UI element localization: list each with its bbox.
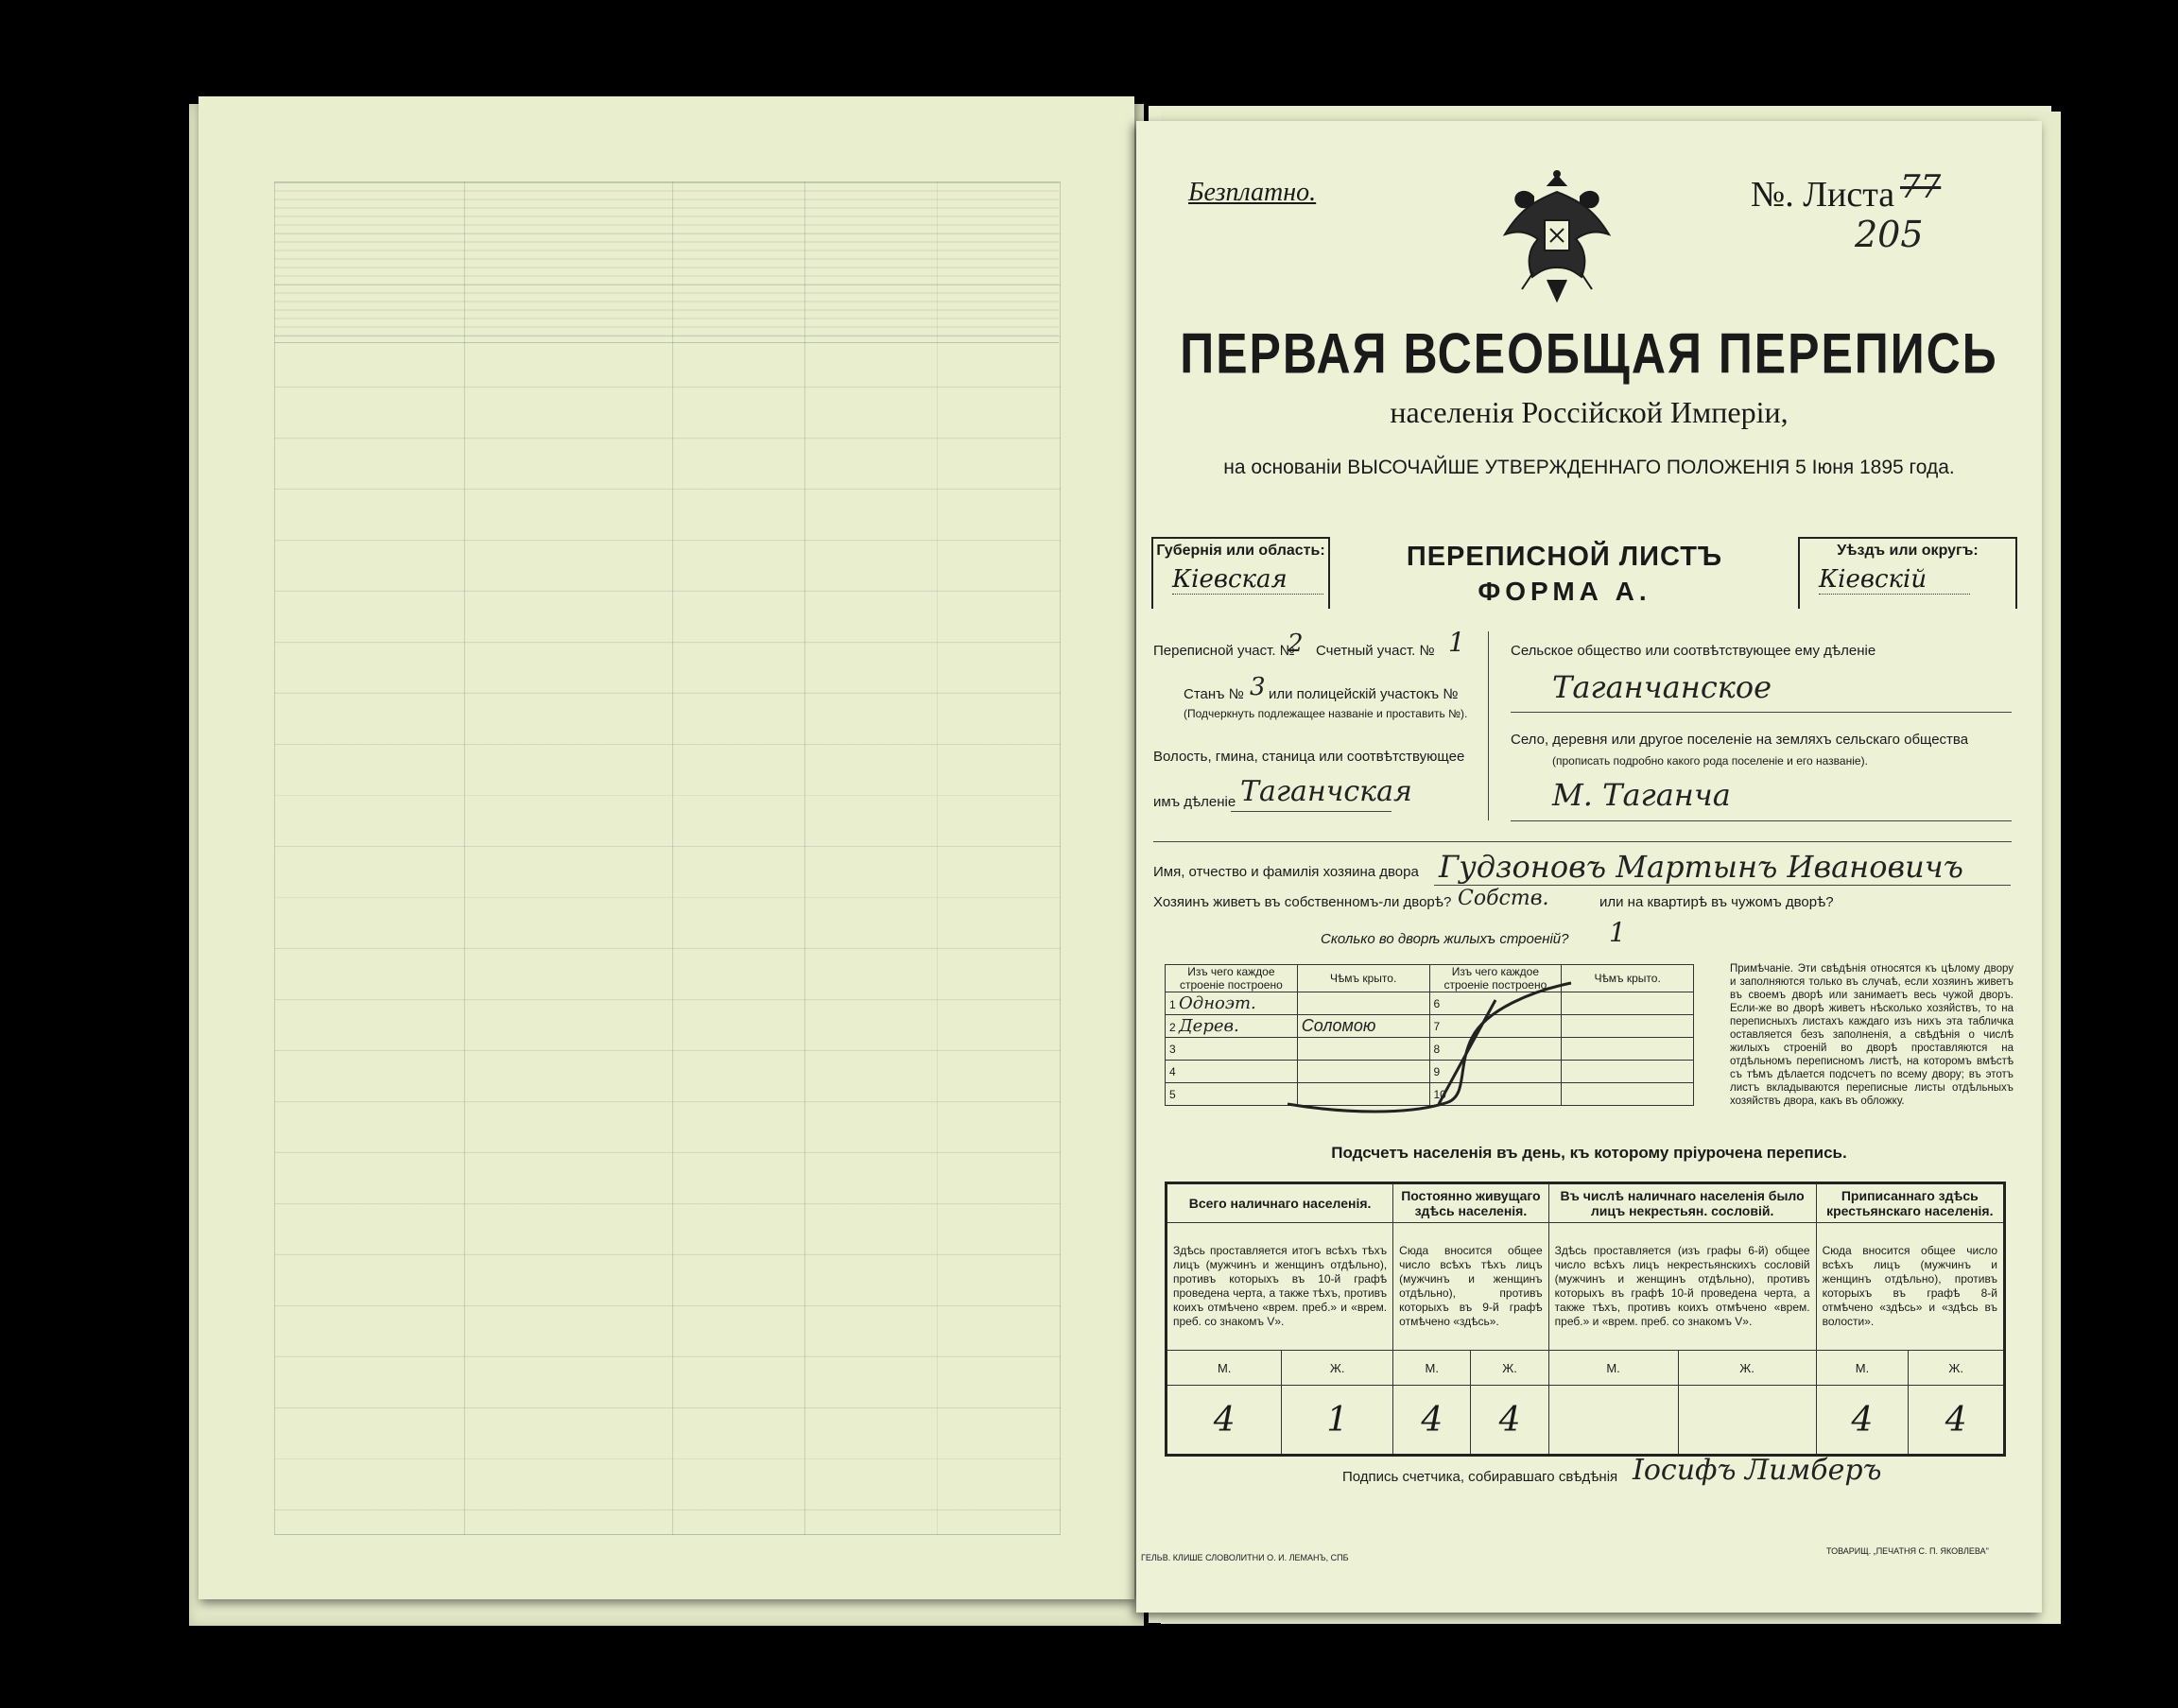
uchastok-label: Переписной участ. № — [1153, 643, 1295, 659]
pop-col-2-zh: 4 — [1471, 1386, 1548, 1456]
pop-col-3-head: Въ числѣ наличнаго населенія было лицъ некрестьян. сословій. — [1548, 1183, 1816, 1223]
buildings-label: Сколько во дворѣ жилыхъ строеній? — [1321, 931, 1569, 947]
volost-value: Таганчская — [1240, 775, 1412, 808]
show-through-header — [274, 181, 1059, 343]
census-form-page — [1136, 121, 2042, 1613]
pop-col-3-desc: Здѣсь проставляется (изъ графы 6-й) общее число всѣхъ лицъ некрестьянскихъ сословій (мужчинъ и женщинъ отдѣльно), противъ которыхъ въ графѣ 10-й проведена черта, а также тѣхъ, противъ коихъ отмѣчено «врем. преб.» и «врем. преб. со знакомъ V». — [1548, 1223, 1816, 1351]
zh-label: Ж. — [1909, 1351, 2005, 1386]
society-underline — [1511, 712, 2012, 713]
gubernia-box — [1151, 537, 1330, 609]
pop-col-4-m: 4 — [1816, 1386, 1909, 1456]
imperial-eagle-icon — [1495, 168, 1618, 310]
schetny-label: Счетный участ. № — [1316, 643, 1435, 659]
row1-built: Одноэт. — [1179, 993, 1256, 1013]
society-value: Таганчанское — [1552, 669, 1772, 705]
pop-col-1-desc: Здѣсь проставляется итогъ всѣхъ тѣхъ лицъ (мужчинъ и женщинъ отдѣльно), противъ которыхъ въ 10-й графѣ проведена черта, а также тѣхъ, противъ коихъ отмѣчено «врем. преб.» и «врем. преб. со знакомъ V». — [1167, 1223, 1393, 1351]
pop-col-2-m: 4 — [1393, 1386, 1471, 1456]
owner-label: Имя, отчество и фамилія хозяина двора — [1153, 864, 1419, 880]
row-num: 1 — [1169, 998, 1176, 1011]
form-title: ПЕРЕПИСНОЙ ЛИСТЪ — [1406, 542, 1723, 572]
uezd-value: Кіевскій — [1819, 565, 1970, 595]
row2-roof: Соломою — [1297, 1015, 1429, 1038]
col-built-right: Изъ чего каждое строеніе построено — [1429, 965, 1562, 992]
own-yard-label: Хозяинъ живетъ въ собственномъ-ли дворѣ? — [1153, 894, 1452, 910]
row-num: 8 — [1433, 1042, 1441, 1056]
col-built-left: Изъ чего каждое строеніе построено — [1166, 965, 1298, 992]
left-page-blank-reverse — [199, 96, 1134, 1599]
pop-col-3-m — [1548, 1386, 1678, 1456]
form-header — [1342, 542, 1787, 607]
pop-col-4-head: Приписаннаго здѣсь крестьянскаго населенія. — [1816, 1183, 2004, 1223]
schetny-value: 1 — [1448, 627, 1465, 658]
m-label: М. — [1816, 1351, 1909, 1386]
society-label: Сельское общество или соотвѣтствующее ему дѣленіе — [1511, 643, 1876, 659]
volost-label-2: имъ дѣленіе — [1153, 794, 1236, 810]
m-label: М. — [1548, 1351, 1678, 1386]
own-yard-value: Собств. — [1458, 887, 1549, 910]
pop-col-1-m: 4 — [1167, 1386, 1282, 1456]
village-note: (прописать подробно какого рода поселеніе и его названіе). — [1552, 754, 1868, 768]
pop-col-4-desc: Сюда вносится общее число всѣхъ лицъ (мужчинъ и женщинъ отдѣльно), противъ которыхъ въ графѣ 8-й отмѣчено «здѣсь» и «здѣсь въ волости». — [1816, 1223, 2004, 1351]
row2-built: Дерев. — [1179, 1016, 1239, 1036]
zh-label: Ж. — [1282, 1351, 1393, 1386]
section-divider — [1153, 841, 2012, 842]
stan-value: 3 — [1250, 673, 1266, 701]
signature-value: Іосифъ Лимберъ — [1633, 1454, 1882, 1487]
pop-col-4-zh: 4 — [1909, 1386, 2005, 1456]
col-roof-right: Чѣмъ крыто. — [1562, 965, 1694, 992]
buildings-value: 1 — [1609, 917, 1626, 948]
printer-right: ТОВАРИЩ. „ПЕЧАТНЯ С. П. ЯКОВЛЕВА" — [1826, 1546, 1989, 1556]
zh-label: Ж. — [1471, 1351, 1548, 1386]
population-heading: Подсчетъ населенія въ день, къ которому пріурочена перепись. — [1331, 1144, 1847, 1162]
sheet-number-old: 77 — [1900, 168, 1942, 206]
free-label: Безплатно. — [1188, 178, 1317, 207]
district-divider — [1488, 631, 1489, 820]
row-num: 9 — [1433, 1064, 1441, 1078]
gubernia-value: Кіевская — [1172, 565, 1323, 595]
m-label: М. — [1167, 1351, 1282, 1386]
row-num: 7 — [1433, 1019, 1441, 1033]
sheet-number-new: 205 — [1855, 214, 1924, 255]
show-through-table — [274, 181, 1061, 1535]
row-num: 5 — [1169, 1087, 1176, 1101]
volost-underline — [1231, 811, 1392, 812]
row-num: 6 — [1433, 996, 1441, 1010]
uezd-label: Уѣздъ или округъ: — [1837, 543, 1979, 559]
m-label: М. — [1393, 1351, 1471, 1386]
volost-label-1: Волость, гмина, станица или соотвѣтствующее — [1153, 749, 1465, 765]
row-num: 2 — [1169, 1021, 1176, 1034]
uezd-box — [1798, 537, 2017, 609]
village-value: М. Таганча — [1552, 777, 1731, 813]
owner-value: Гудзоновъ Мартынъ Ивановичъ — [1439, 849, 1963, 885]
strike-flourish — [1250, 972, 1590, 1123]
form-subtitle: населенія Россійской Имперіи, — [1390, 395, 1789, 429]
gubernia-label: Губернія или область: — [1156, 543, 1325, 559]
row-num: 3 — [1169, 1042, 1176, 1056]
sheet-number-label: №. Листа — [1751, 175, 1895, 215]
stan-label: Станъ № — [1184, 686, 1244, 702]
pop-col-3-zh — [1678, 1386, 1816, 1456]
row-num: 10 — [1433, 1087, 1446, 1101]
zh-label: Ж. — [1678, 1351, 1816, 1386]
population-table — [1165, 1182, 2006, 1457]
pop-col-1-head: Всего наличнаго населенія. — [1167, 1183, 1393, 1223]
underline-note: (Подчеркнуть подлежащее названіе и проставить №). — [1184, 707, 1468, 720]
printer-left: ГЕЛЬВ. КЛИШЕ СЛОВОЛИТНИ О. И. ЛЕМАНЪ, СПБ — [1141, 1553, 1349, 1562]
uchastok-value: 2 — [1288, 630, 1304, 658]
signature-label: Подпись счетчика, собиравшаго свѣдѣнія — [1342, 1469, 1618, 1485]
buildings-note: Примѣчаніе. Эти свѣдѣнія относятся къ цѣлому двору и заполняются только въ случаѣ, если хозяинъ живетъ въ своемъ дворѣ или занимаетъ весь чужой дворъ. Если-же во дворѣ живетъ нѣсколько хозяйствъ, то на переписныхъ листахъ каждаго изъ нихъ эта табличка оставляется безъ заполненія, а свѣдѣнія о числѣ жилыхъ строеній во дворѣ проставляются на отдѣльномъ переписномъ листѣ, на которомъ вмѣстѣ съ тѣмъ дѣлается подсчетъ по всему двору; въ этотъ листъ вкладываются переписные листы отдѣльныхъ хозяйствъ двора, какъ въ обложку. — [1730, 963, 2014, 1107]
police-label: или полицейскій участокъ № — [1269, 686, 1459, 702]
form-name: ФОРМА А. — [1478, 577, 1651, 606]
owner-underline — [1434, 885, 2011, 886]
rent-label: или на квартирѣ въ чужомъ дворѣ? — [1599, 894, 1834, 910]
col-roof-left: Чѣмъ крыто. — [1297, 965, 1429, 992]
village-label: Село, деревня или другое поселеніе на земляхъ сельскаго общества — [1511, 732, 1969, 748]
pop-col-2-desc: Сюда вносится общее число всѣхъ тѣхъ лицъ (мужчинъ и женщинъ отдѣльно), противъ которыхъ въ 9-й графѣ отмѣчено «здѣсь». — [1393, 1223, 1549, 1351]
pop-col-2-head: Постоянно живущаго здѣсь населенія. — [1393, 1183, 1549, 1223]
row-num: 4 — [1169, 1064, 1176, 1078]
form-basis-line: на основаніи ВЫСОЧАЙШЕ УТВЕРЖДЕННАГО ПОЛОЖЕНІЯ 5 Іюня 1895 года. — [1223, 457, 1955, 478]
form-main-title: ПЕРВАЯ ВСЕОБЩАЯ ПЕРЕПИСЬ — [1180, 321, 1998, 386]
pop-col-1-zh: 1 — [1282, 1386, 1393, 1456]
village-underline — [1511, 820, 2012, 821]
